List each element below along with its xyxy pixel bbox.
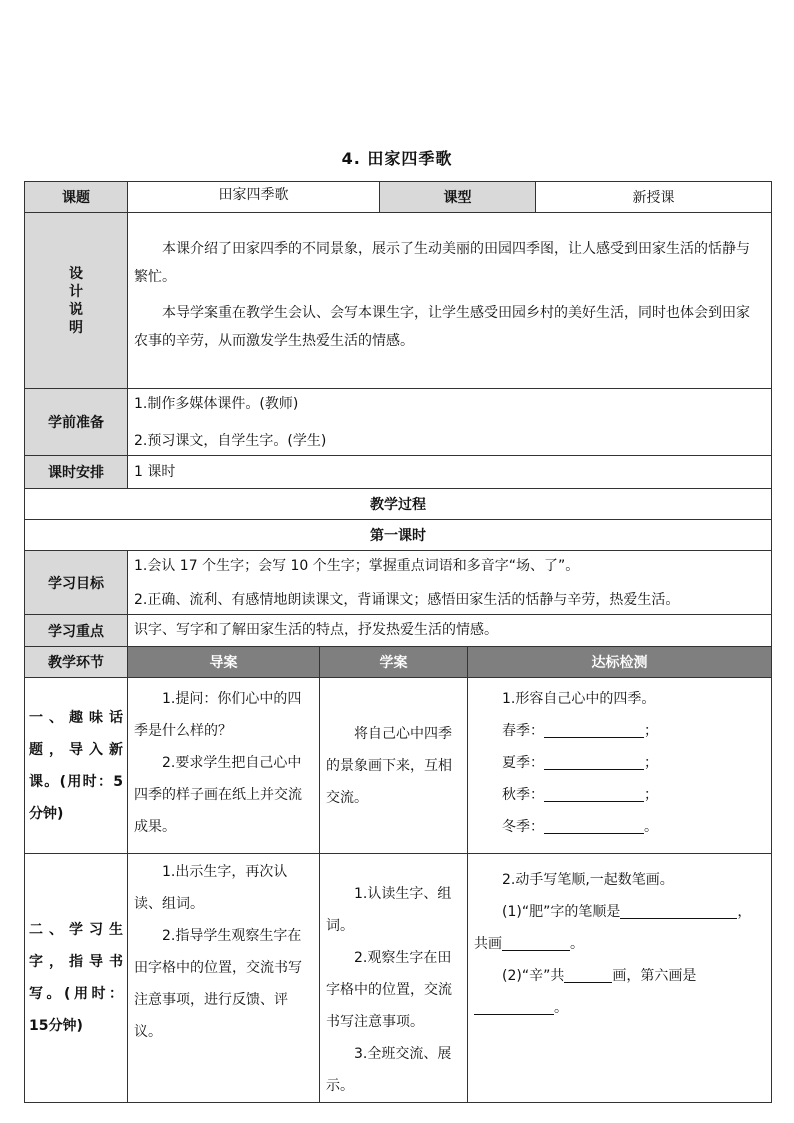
answer-blank[interactable] (620, 902, 642, 919)
check-season: 秋季： ； (502, 787, 658, 803)
answer-blank[interactable] (544, 817, 644, 834)
schedule-text: 1 课时 (134, 463, 176, 480)
guide-item: 1.出示生字，再次认读、组词。 (134, 864, 288, 912)
schedule-label: 课时安排 (25, 456, 128, 489)
lesson-title: 第一课时 (25, 520, 772, 551)
study-text: 将自己心中四季的景象画下来，互相交流。 (326, 725, 452, 806)
stage2-check (468, 854, 772, 1103)
stage2-row (25, 854, 772, 1103)
stage1-study (320, 678, 468, 854)
guide-item: 2.指导学生观察生字在田字格中的位置，交流书写注意事项，进行反馈、评议。 (134, 928, 302, 1040)
answer-blank[interactable] (502, 934, 570, 951)
check-title: 1.形容自己心中的四季。 (502, 691, 656, 707)
stage1-check (468, 678, 772, 854)
focus-text: 识字、写字和了解田家生活的特点，抒发热爱生活的情感。 (134, 622, 498, 638)
focus-row (25, 615, 772, 647)
check-season: 冬季： 。 (502, 819, 658, 835)
schedule-value (128, 456, 772, 489)
goals-content (128, 551, 772, 615)
study-item: 3.全班交流、展示。 (326, 1046, 452, 1094)
prep-item: 1.制作多媒体课件。(教师) (134, 396, 299, 412)
document-title: 4. 田家四季歌 (341, 149, 453, 168)
answer-blank[interactable] (642, 902, 737, 919)
answer-blank[interactable] (474, 998, 554, 1015)
answer-blank[interactable] (564, 966, 612, 983)
design-label-char: 明 (69, 319, 83, 336)
stage2-guide (128, 854, 320, 1103)
lesson-plan-table (24, 181, 772, 1103)
lesson-type-value: 新授课 (536, 182, 772, 213)
stage1-guide (128, 678, 320, 854)
study-item: 2.观察生字在田字格中的位置，交流书写注意事项。 (326, 950, 452, 1030)
prep-label: 学前准备 (25, 389, 128, 456)
answer-blank[interactable] (544, 753, 644, 770)
guide-item: 2.要求学生把自己心中四季的样子画在纸上并交流成果。 (134, 755, 302, 835)
check-title: 2.动手写笔顺,一起数笔画。 (502, 872, 674, 888)
design-content (128, 213, 772, 389)
stage-header: 教学环节 (25, 647, 128, 678)
design-label-char: 说 (69, 301, 83, 318)
focus-label: 学习重点 (25, 615, 128, 647)
process-header-row (25, 647, 772, 678)
lesson-type-label: 课型 (380, 182, 536, 213)
check-season: 夏季： ； (502, 755, 658, 771)
stage2-study (320, 854, 468, 1103)
process-title: 教学过程 (25, 489, 772, 520)
stage1-name: 一、趣味话题，导入新课。(用时：5分钟) (25, 678, 128, 854)
lesson-row (25, 520, 772, 551)
design-label (25, 213, 128, 389)
check-question: (2)“辛”共 画，第六画是。 (468, 960, 771, 1024)
topic-label: 课题 (25, 182, 128, 213)
focus-value (128, 615, 772, 647)
design-label-char: 计 (69, 283, 83, 300)
design-label-char: 设 (69, 265, 83, 282)
topic-row (25, 182, 772, 213)
prep-content (128, 389, 772, 456)
guide-header: 导案 (128, 647, 320, 678)
goal-item: 2.正确、流利、有感情地朗读课文，背诵课文；感悟田家生活的恬静与辛劳，热爱生活。 (134, 592, 680, 608)
study-item: 1.认读生字、组词。 (326, 886, 452, 934)
prep-item: 2.预习课文，自学生字。(学生) (134, 433, 327, 449)
goals-row (25, 551, 772, 615)
schedule-row (25, 456, 772, 489)
goal-item: 1.会认 17 个生字；会写 10 个生字；掌握重点词语和多音字“场、了”。 (134, 558, 580, 574)
answer-blank[interactable] (544, 721, 644, 738)
guide-item: 1.提问：你们心中的四季是什么样的？ (134, 691, 302, 739)
prep-row (25, 389, 772, 456)
stage2-name: 二、学习生字，指导书写。(用时：15分钟) (25, 854, 128, 1103)
answer-blank[interactable] (544, 785, 644, 802)
process-row (25, 489, 772, 520)
check-season: 春季： ； (502, 723, 658, 739)
stage1-row (25, 678, 772, 854)
topic-value: 田家四季歌 (128, 182, 380, 213)
goals-label: 学习目标 (25, 551, 128, 615)
study-header: 学案 (320, 647, 468, 678)
check-question: (1)“肥”字的笔顺是 ，共画 。 (474, 904, 752, 952)
design-paragraph: 本课介绍了田家四季的不同景象，展示了生动美丽的田园四季图，让人感受到田家生活的恬静与繁忙。 (134, 241, 750, 285)
design-row (25, 213, 772, 389)
check-header: 达标检测 (468, 647, 772, 678)
design-paragraph: 本导学案重在教学生会认、会写本课生字，让学生感受田园乡村的美好生活，同时也体会到田家农事的辛劳，从而激发学生热爱生活的情感。 (134, 305, 750, 349)
